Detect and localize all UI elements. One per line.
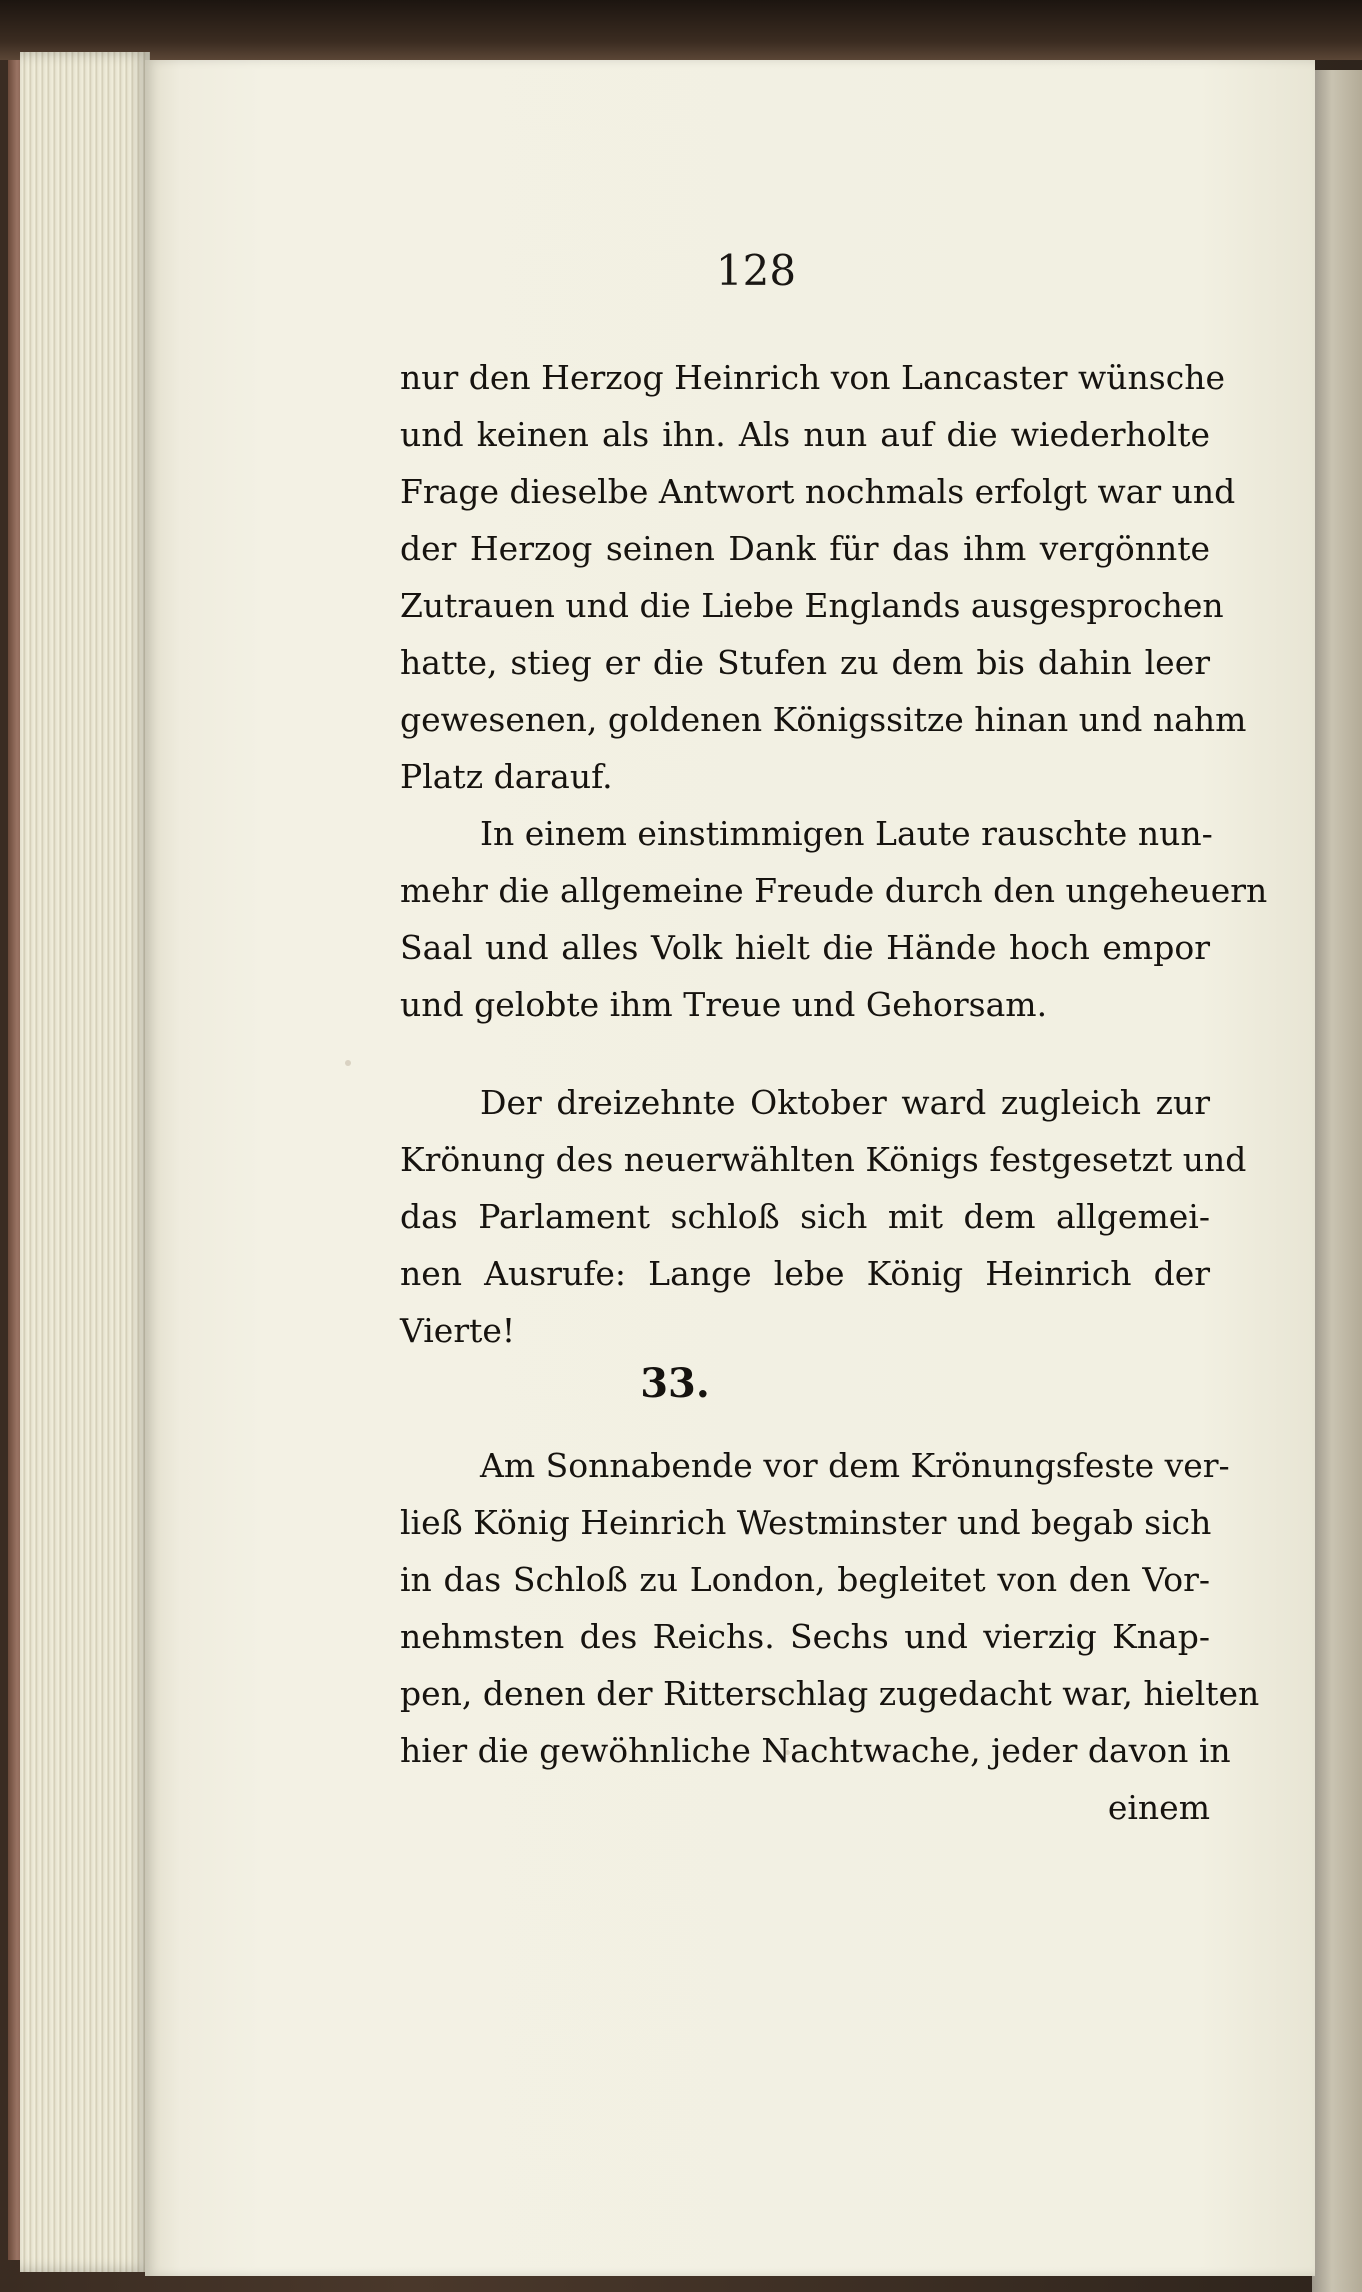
page-stack (20, 52, 150, 2272)
paragraph (400, 349, 1247, 805)
catchword: einem (1107, 1788, 1210, 1827)
text-block-2 (400, 1074, 1247, 1359)
text-line: der Herzog seinen Dank für das ihm vergönnte (400, 529, 1210, 568)
book-cover-edge (0, 0, 1362, 60)
text-line: Frage dieselbe Antwort nochmals erfolgt war und (400, 472, 1236, 511)
text-line: pen, denen der Ritterschlag zugedacht war, hielten (400, 1674, 1260, 1713)
text-line: nen Ausrufe: Lange lebe König Heinrich der (400, 1254, 1210, 1293)
text-line: Krönung des neuerwählten Königs festgesetzt und (400, 1140, 1247, 1179)
text-line: Saal und alles Volk hielt die Hände hoch empor (400, 928, 1210, 967)
text-block-1 (400, 349, 1268, 1033)
paper-spot (345, 1060, 351, 1066)
page-number: 128 (715, 246, 797, 295)
text-line: Am Sonnabende vor dem Krönungsfeste ver- (480, 1446, 1230, 1485)
text-line: gewesenen, goldenen Königssitze hinan und nahm (400, 700, 1247, 739)
text-line: Zutrauen und die Liebe Englands ausgesprochen (400, 586, 1224, 625)
text-line: ließ König Heinrich Westminster und begab sich (400, 1503, 1212, 1542)
text-line: nehmsten des Reichs. Sechs und vierzig Knap- (400, 1617, 1210, 1656)
text-line: und gelobte ihm Treue und Gehorsam. (400, 985, 1048, 1024)
text-line: mehr die allgemeine Freude durch den ungeheuern (400, 871, 1268, 910)
text-line: Platz darauf. (400, 757, 613, 796)
adjacent-page-edge (1312, 70, 1362, 2292)
paragraph (400, 805, 1268, 1033)
text-line: hatte, stieg er die Stufen zu dem bis dahin leer (400, 643, 1210, 682)
text-line: das Parlament schloß sich mit dem allgemei- (400, 1197, 1210, 1236)
text-line: nur den Herzog Heinrich von Lancaster wünsche (400, 358, 1225, 397)
paragraph (400, 1074, 1247, 1359)
section-heading: 33. (640, 1360, 710, 1407)
text-line: Vierte! (400, 1311, 516, 1350)
text-line: und keinen als ihn. Als nun auf die wiederholte (400, 415, 1210, 454)
text-line: In einem einstimmigen Laute rauschte nun- (480, 814, 1213, 853)
text-line: in das Schloß zu London, begleitet von den Vor- (400, 1560, 1210, 1599)
paragraph (400, 1437, 1260, 1779)
text-block-3 (400, 1437, 1260, 1836)
text-line: hier die gewöhnliche Nachtwache, jeder davon in (400, 1731, 1231, 1770)
text-line: Der dreizehnte Oktober ward zugleich zur (480, 1083, 1210, 1122)
